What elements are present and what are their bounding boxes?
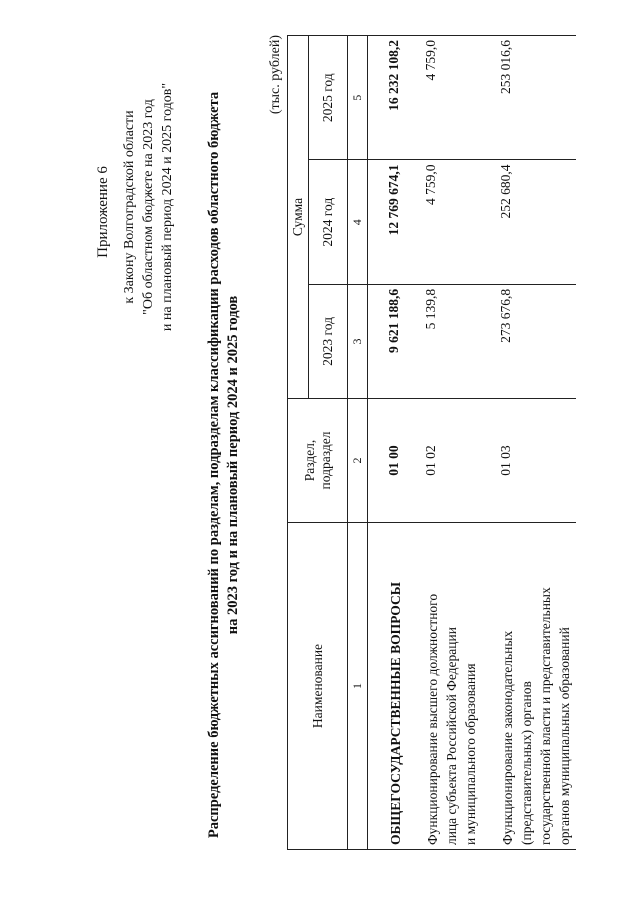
header-year-2025: 2025 год bbox=[309, 36, 348, 160]
header-year-2023: 2023 год bbox=[309, 284, 348, 398]
row-value-2023: 5 139,8 bbox=[407, 284, 482, 398]
row-code: 01 02 bbox=[407, 399, 482, 523]
row-name-line: и муниципального образования bbox=[463, 663, 478, 845]
column-number-4: 4 bbox=[348, 160, 368, 284]
row-code: 01 00 bbox=[368, 399, 408, 523]
column-number-3: 3 bbox=[348, 284, 368, 398]
budget-table bbox=[287, 35, 576, 850]
law-line-3: и на плановый период 2024 и 2025 годов" bbox=[160, 82, 175, 332]
row-value-2025: 16 232 108,2 bbox=[368, 36, 408, 160]
column-number-row bbox=[348, 36, 368, 850]
row-value-2024: 4 759,0 bbox=[407, 160, 482, 284]
column-number-1: 1 bbox=[348, 523, 368, 850]
row-value-2025: 4 759,0 bbox=[407, 36, 482, 160]
header-section-line-2: подраздел bbox=[317, 431, 333, 490]
table-row bbox=[407, 36, 482, 850]
row-name-line: органов муниципальных образований bbox=[557, 627, 572, 845]
header-sum: Сумма bbox=[288, 36, 309, 399]
header-year-2024: 2024 год bbox=[309, 160, 348, 284]
law-line-2: "Об областном бюджете на 2023 год bbox=[141, 99, 156, 315]
row-name-line: (представительных) органов bbox=[519, 681, 534, 845]
header-section bbox=[288, 399, 348, 523]
units-label: (тыс. рублей) bbox=[268, 35, 283, 115]
row-value-2024: 252 680,4 bbox=[482, 160, 576, 284]
header-name: Наименование bbox=[288, 523, 348, 850]
row-value-2024: 12 769 674,1 bbox=[368, 160, 408, 284]
row-value-2023: 273 676,8 bbox=[482, 284, 576, 398]
law-reference bbox=[120, 27, 177, 387]
appendix-label: Приложение 6 bbox=[95, 166, 111, 258]
table-row bbox=[368, 36, 408, 850]
column-number-2: 2 bbox=[348, 399, 368, 523]
column-number-5: 5 bbox=[348, 36, 368, 160]
row-value-2025: 253 016,6 bbox=[482, 36, 576, 160]
row-code: 01 03 bbox=[482, 399, 576, 523]
law-line-1: к Закону Волгоградской области bbox=[122, 110, 137, 304]
header-section-line-1: Раздел, bbox=[301, 439, 317, 482]
table-row bbox=[482, 36, 576, 850]
row-name-line: государственной власти и представительных bbox=[538, 587, 553, 845]
row-name-line: Функционирование высшего должностного bbox=[425, 593, 440, 845]
row-name-line: ОБЩЕГОСУДАРСТВЕННЫЕ ВОПРОСЫ bbox=[388, 582, 403, 845]
title-line-1: Распределение бюджетных ассигнований по разделам, подразделам классификации расходов областного бюджета bbox=[206, 91, 222, 839]
row-name-line: Функционирование законодательных bbox=[500, 630, 515, 845]
document-title bbox=[205, 55, 243, 875]
row-name bbox=[482, 523, 576, 850]
title-line-2: на 2023 год и на плановый период 2024 и 2025 годов bbox=[225, 295, 241, 635]
row-name bbox=[407, 523, 482, 850]
row-name bbox=[368, 523, 408, 850]
row-value-2023: 9 621 188,6 bbox=[368, 284, 408, 398]
row-name-line: лица субъекта Российской Федерации bbox=[444, 627, 459, 845]
